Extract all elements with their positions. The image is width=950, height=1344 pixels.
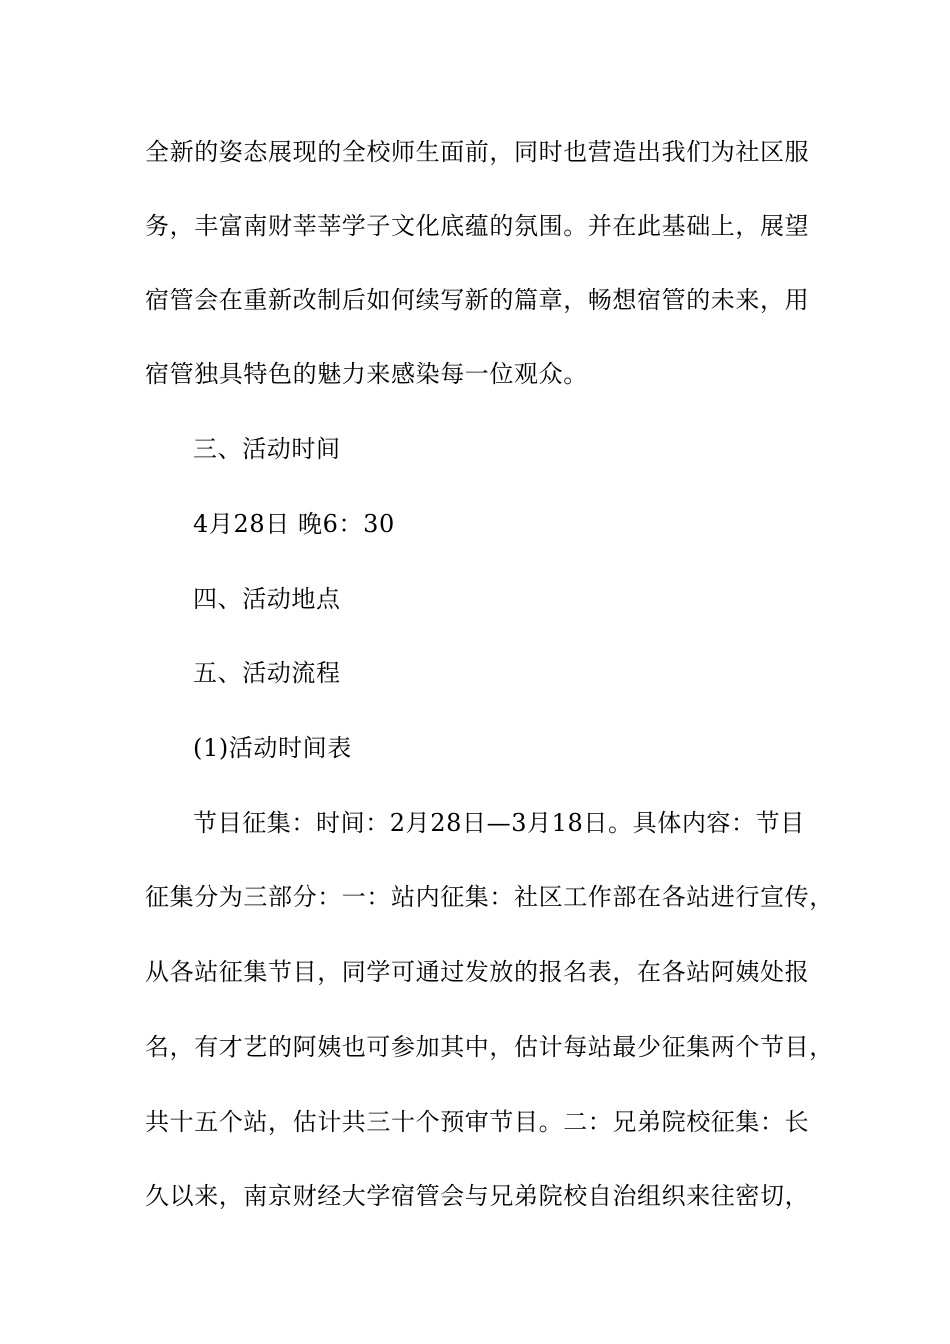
- paragraph-line: 全新的姿态展现的全校师生面前，同时也营造出我们为社区服: [145, 138, 810, 166]
- subsection-heading-schedule: (1)活动时间表: [193, 734, 352, 762]
- paragraph-line: 共十五个站，估计共三十个预审节目。二：兄弟院校征集：长: [145, 1108, 810, 1136]
- section-heading-process: 五、活动流程: [193, 659, 341, 687]
- paragraph-line: 征集分为三部分：一：站内征集：社区工作部在各站进行宣传，: [145, 883, 834, 911]
- section-heading-time: 三、活动时间: [193, 435, 341, 463]
- paragraph-line: 务，丰富南财莘莘学子文化底蕴的氛围。并在此基础上，展望: [145, 212, 810, 240]
- paragraph-line: 宿管独具特色的魅力来感染每一位观众。: [145, 360, 588, 388]
- paragraph-line: 久以来，南京财经大学宿管会与兄弟院校自治组织来往密切，: [145, 1182, 810, 1210]
- section-heading-location: 四、活动地点: [193, 585, 341, 613]
- event-datetime: 4月28日 晚6：30: [193, 510, 395, 538]
- paragraph-line: 从各站征集节目，同学可通过发放的报名表，在各站阿姨处报: [145, 958, 810, 986]
- paragraph-line: 宿管会在重新改制后如何续写新的篇章，畅想宿管的未来，用: [145, 286, 810, 314]
- paragraph-line: 节目征集：时间：2月28日—3月18日。具体内容：节目: [193, 809, 805, 837]
- paragraph-line: 名，有才艺的阿姨也可参加其中，估计每站最少征集两个节目，: [145, 1033, 834, 1061]
